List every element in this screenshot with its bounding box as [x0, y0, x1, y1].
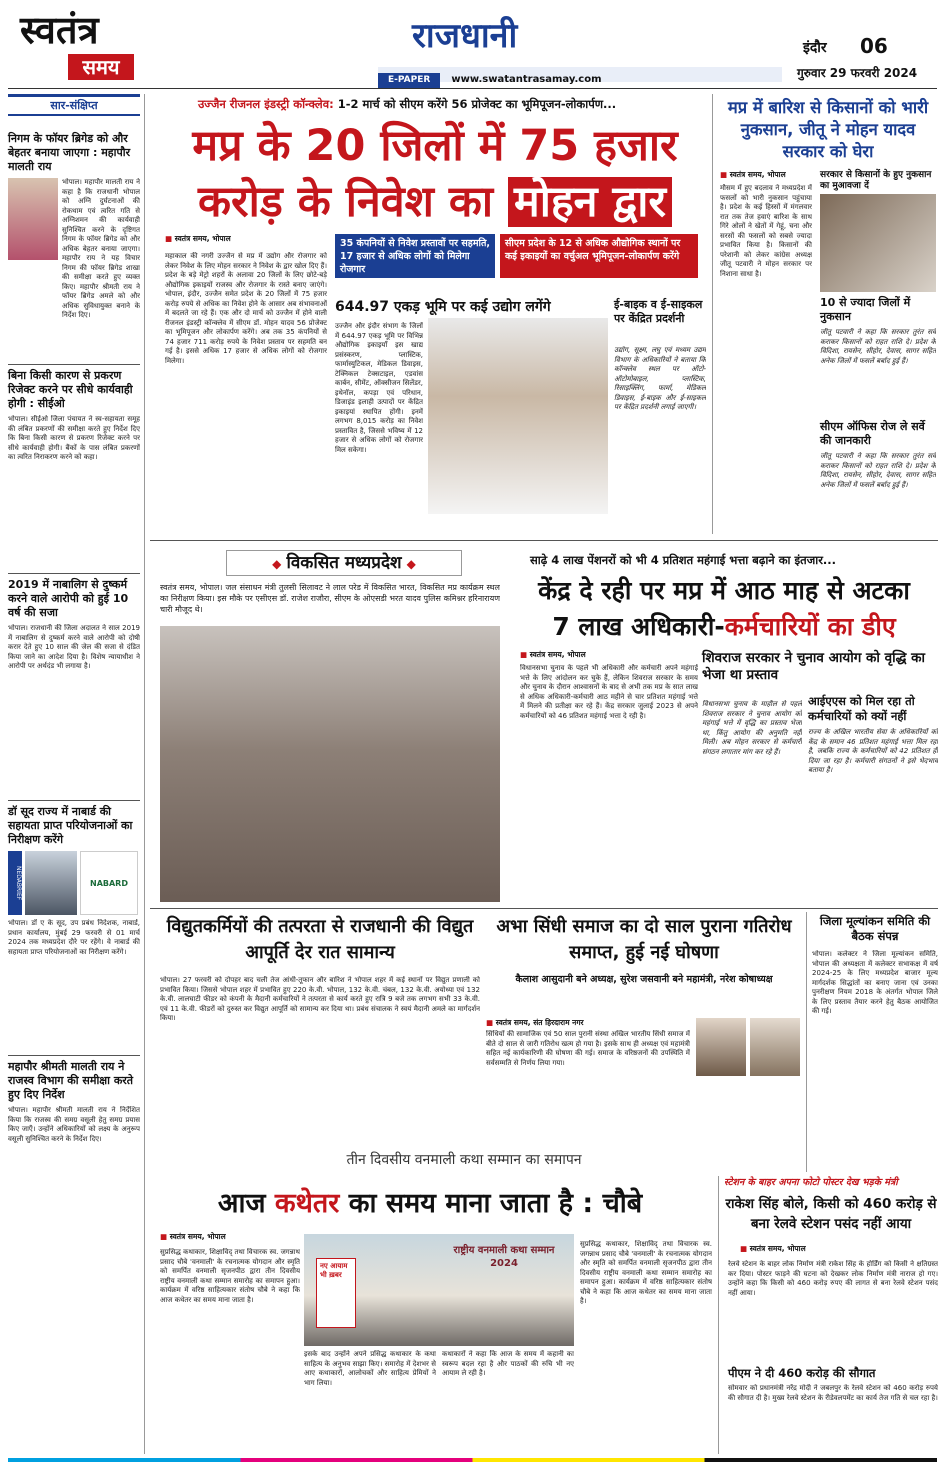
- rain-photo-caption-head: सरकार से किसानों के हुए नुकसान का मुआवजा दें: [820, 170, 932, 191]
- power-body: भोपाल। 27 फरवरी को दोपहर बाद चली तेज आंधी-तूफान और बारिश ने भोपाल शहर में कई स्थानों पर विद्युत प्रणाली को प्रभावित किया। जिससे भोपाल शहर में प्रभावित हुए 220 के.वी. भोपाल, 132 के.वी. चंबल, 132 के.वी. अयोध्या एवं 132 के.वी. लालघाटी फीडर को कंपनी के मैदानी कर्मचारियों ने तत्परता से कार्य करते हुए रात्रि 9 बजे तक लगभग सभी 33 के.वी. एवं 11 के.वी. फीडरों को दुरुस्त कर विद्युत आपूर्ति को सामान्य कर दिया था। प्रबंध संचालक ने स्वयं मैदानी अमले का मार्गदर्शन किया।: [160, 976, 480, 1022]
- sidebar-item1-photo: [8, 178, 58, 260]
- da-body3: राज्य के अखिल भारतीय सेवा के अधिकारियों को केंद्र के समान 46 प्रतिशत महंगाई भत्ता मिल रहा है, जबकि राज्य के कर्मचारियों को 42 प्रतिशत ही दिया जा रहा है। कर्मचारी संगठनों ने इसे भेदभाव बताया है।: [808, 728, 938, 774]
- zila-body: भोपाल। कलेक्टर ने जिला मूल्यांकन समिति, भोपाल की अध्यक्षता में कलेक्टर सभाकक्ष में वर्ष 2024-25 के लिए मध्यप्रदेश बाजार मूल्य मार्गदर्शक सिद्धांतों का बनाए जाना एवं उनका पुनरीक्षण नियम 2018 के अंतर्गत भोपाल जिले के लिए प्रस्ताव तैयार करने हेतु बैठक आयोजित की गई।: [812, 950, 938, 1015]
- vikasit-header-box: ◆ विकसित मध्यप्रदेश ◆: [226, 550, 462, 576]
- rail-body2: सोमवार को प्रधानमंत्री नरेंद्र मोदी ने जबलपुर के रेलवे स्टेशन को 460 करोड़ रुपये की सौगात दी है। मुख्य रेलवे स्टेशन के रीडेवलपमेंट का कार्य तेज गति से चल रहा है।: [728, 1384, 938, 1402]
- sindhi-byline-text: स्वतंत्र समय, संत हिरदाराम नगर: [495, 1018, 584, 1027]
- rail-subhead: पीएम ने दी 460 करोड़ की सौगात: [728, 1366, 876, 1380]
- zila-divider: [806, 912, 807, 1172]
- sindhi-byline: ■ स्वतंत्र समय, संत हिरदाराम नगर: [486, 1018, 584, 1027]
- website-link[interactable]: www.swatantrasamay.com: [451, 74, 602, 85]
- lead-kicker-red: उज्जैन रीजनल इंडस्ट्री कॉन्क्लेव:: [198, 97, 334, 111]
- sindhi-body: सिंधियों की सामाजिक एवं 50 साल पुरानी संस्था अखिल भारतीय सिंधी समाज में बीते दो साल से जारी गतिरोध खत्म हो गया है। इसके साथ ही अध्यक्ष एवं महामंत्री सहित नई कार्यकारिणी की घोषणा की गई। समाज के वरिष्ठजनों की उपस्थिति में सर्वसम्मति से निर्णय लिया गया।: [486, 1030, 690, 1067]
- lead-headline-line1: मप्र के 20 जिलों में 75 हजार: [192, 121, 678, 171]
- sidebar-item3-title: 2019 में नाबालिग से दुष्कर्म करने वाले आरोपी को हुई 10 वर्ष की सजा: [8, 573, 140, 620]
- rain-subhead2: सीएम ऑफिस रोज ले सर्वे की जानकारी: [820, 420, 925, 447]
- epaper-bar: [378, 67, 782, 85]
- da-headline-line1: केंद्र दे रही पर मप्र में आठ माह से अटका: [538, 576, 910, 605]
- sidebar-item2-body: भोपाल। सीईओ जिला पंचायत ने स्व-सहायता समूह की लंबित प्रकरणों की समीक्षा करते हुए निर्देश दिए कि बिना किसी कारण से प्रकरण रिजेक्ट करने पर सीधे कार्यवाही होगी। बैंकों के पास लंबित प्रकरणों का त्वरित निराकरण करने को कहा।: [8, 415, 140, 461]
- rain-byline-text: स्वतंत्र समय, भोपाल: [729, 170, 786, 179]
- logo-bottom: समय: [68, 54, 134, 80]
- rail-kicker: स्टेशन के बाहर अपना फोटो पोस्टर देख भड़के मंत्री: [724, 1177, 898, 1188]
- page-number: 06: [860, 34, 888, 58]
- rail-byline: ■ स्वतंत्र समय, भोपाल: [740, 1244, 806, 1253]
- lead-headline-line2: [165, 174, 705, 230]
- lead-box2: सीएम प्रदेश के 12 से अधिक औद्योगिक स्थानों पर कई इकाइयों का वर्चुअल भूमिपूजन-लोकार्पण करेंगे: [500, 234, 698, 278]
- katha-byline-text: स्वतंत्र समय, भोपाल: [169, 1232, 226, 1241]
- da-kicker: साढ़े 4 लाख पेंशनरों को भी 4 प्रतिशत महंगाई भत्ता बढ़ाने का इंतजार...: [530, 553, 837, 567]
- sindhi-photo2: [750, 1018, 800, 1076]
- lead-headline-line2a: करोड़ के निवेश का: [198, 177, 494, 227]
- katha-kicker: तीन दिवसीय वनमाली कथा सम्मान का समापन: [346, 1152, 582, 1168]
- sidebar-header: सार-संक्षिप्त: [8, 94, 140, 116]
- da-byline: ■ स्वतंत्र समय, भोपाल: [520, 650, 586, 659]
- sindhi-subhead: कैलाश आसुदानी बने अध्यक्ष, सुरेश जसवानी बने महामंत्री, नरेश कोषाध्यक्ष: [515, 974, 773, 985]
- masthead: [0, 0, 945, 88]
- da-byline-text: स्वतंत्र समय, भोपाल: [529, 650, 586, 659]
- sidebar-item4-body: भोपाल। डॉ ए के सूद, उप प्रबंध निदेशक, नाबार्ड, प्रधान कार्यालय, मुंबई 29 फरवरी से 01 मार्च 2024 तक मध्यप्रदेश दौरे पर रहेंगे। वे नाबार्ड की सहायता प्राप्त परियोजनाओं का निरीक्षण करेंगे।: [8, 919, 140, 956]
- katha-headline: [160, 1184, 700, 1224]
- katha-byline: ■ स्वतंत्र समय, भोपाल: [160, 1232, 226, 1241]
- section-title: राजधानी: [412, 16, 518, 56]
- vikasit-header: विकसित मध्यप्रदेश: [286, 553, 402, 573]
- sidebar-item3-body: भोपाल। राजधानी की जिला अदालत ने साल 2019 में नाबालिग से दुष्कर्म करने वाले आरोपी को दोषी करार देते हुए 10 साल की जेल की सजा से दंडित किया जाने का आदेश दिया है। विशेष न्यायाधीश ने आरोपी पर अर्थदंड भी लगाया है।: [8, 624, 140, 670]
- logo-top: स्वतंत्र: [20, 8, 99, 52]
- lead-side-head: ई-बाइक व ई-साइकल पर केंद्रित प्रदर्शनी: [614, 298, 703, 325]
- katha-standee: नए आयाम भी ख़बर: [316, 1258, 356, 1328]
- da-headline-line2b: कर्मचारियों का डीए: [724, 612, 896, 641]
- sidebar-item5-body: भोपाल। महापौर श्रीमती मालती राय ने निर्देशित किया कि राजस्व की समग्र वसूली हेतु समग्र प्रयास किए जाएँ। उन्होंने अधिकारियों को लक्ष्य के अनुरूप वसूली सुनिश्चित करने के निर्देश दिए।: [8, 1106, 140, 1143]
- lead-byline: ■ स्वतंत्र समय, भोपाल: [165, 234, 231, 243]
- lead-byline-text: स्वतंत्र समय, भोपाल: [174, 234, 231, 243]
- katha-body: सुप्रसिद्ध कथाकार, शिक्षाविद् तथा विचारक स्व. जगन्नाथ प्रसाद चौबे 'वनमाली' के रचनात्मक योगदान और स्मृति को समर्पित वनमाली सृजनपीठ द्वारा तीन दिवसीय राष्ट्रीय वनमाली कथा सम्मान समारोह का समापन हुआ। कार्यक्रम में वरिष्ठ साहित्यकार संतोष चौबे ने कहा कि आज कथेतर का समय माना जाता है।: [160, 1248, 300, 1304]
- rain-photo-jitu: [820, 194, 936, 292]
- da-sub1: शिवराज सरकार ने चुनाव आयोग को वृद्धि का भेजा था प्रस्ताव: [702, 650, 925, 683]
- lead-body-col1: महाकाल की नगरी उज्जैन से मप्र में उद्योग और रोजगार को लेकर निवेश के लिए मोहन सरकार ने निवेश के द्वार खोल दिए हैं। प्रदेश के बड़े मेट्रो शहरों के अलावा 20 जिलों के लिए छोटे-बड़े औद्योगिक इकाइयों राजस्व और रोजगार के रास्ते बनाए जाएंगे। भोपाल, इंदौर, उज्जैन समेत प्रदेश के 20 जिलों में 75 हजार करोड़ रुपये से अधिक का निवेश होने के आसार अब संभावनाओं में बदलते जा रहे हैं। एक और दो मार्च को उज्जैन में होने वाली रीजनल इंडस्ट्री कॉन्क्लेव में सीएम डॉ. मोहन यादव 56 प्रोजेक्ट का भूमिपूजन और लोकार्पण करेंगे। अब तक 35 कंपनियों से 74 हजार 711 करोड़ रुपये के निवेश प्रस्ताव पर सहमति बन गई है। इससे अधिक 17 हजार से अधिक लोगों को रोजगार मिलेगा।: [165, 252, 327, 365]
- sidebar-item1-title: निगम के फॉयर ब्रिगेड को और बेहतर बनाया जाएगा : महापौर मालती राय: [8, 132, 131, 173]
- da-body: विधानसभा चुनाव के पहले भी अधिकारी और कर्मचारी अपने महंगाई भत्ते के लिए आंदोलन कर चुके हैं, लेकिन शिवराज सरकार के समय और चुनाव के दौरान आश्वासनों के बाद से अभी तक मप्र के सात लाख से अधिक अधिकारी-कर्मचारी आठ महीने से चार प्रतिशत महंगाई भत्ते में मिलने की प्रतीक्षा कर रहे हैं। केंद्र सरकार जुलाई 2023 से अपने कर्मचारियों को 46 प्रतिशत महंगाई भत्ता दे रही है।: [520, 664, 698, 720]
- rain-divider: [712, 94, 713, 534]
- city-label: इंदौर: [803, 40, 827, 56]
- katha-photo: [304, 1234, 574, 1346]
- katha-headline-a: आज: [217, 1188, 275, 1219]
- sidebar-item4-photo: [25, 851, 77, 915]
- lead-headline-line2b: मोहन द्वार: [508, 177, 672, 227]
- lead-sub-headline: 644.97 एकड़ भूमि पर कई उद्योग लगेंगे: [335, 299, 551, 315]
- zila-headline: जिला मूल्यांकन समिति की बैठक संपन्न: [819, 914, 931, 943]
- sidebar-item1-body: भोपाल। महापौर मालती राय ने कहा है कि राजधानी भोपाल को अग्नि दुर्घटनाओं की रोकथाम एवं त्वरित गति से अग्निशमन की कार्यवाही सुनिश्चित करने के दृष्टिगत निगम के फॉयर ब्रिगेड को और अधिक बेहतर बनाया जाएगा। महापौर राय ने यह विचार निगम की फॉयर ब्रिगेड शाखा की समीक्षा करते हुए व्यक्त किए। महापौर श्रीमती राय ने फॉयर ब्रिगेड अमले को और अधिक सुविधायुक्त बनाने के निर्देश दिए।: [62, 178, 140, 319]
- rain-byline: ■ स्वतंत्र समय, भोपाल: [720, 170, 786, 179]
- da-body2: विधानसभा चुनाव के माहौल से पहले शिवराज सरकार ने चुनाव आयोग को महंगाई भत्ते में वृद्धि का प्रस्ताव भेजा था, किंतु आयोग की अनुमति नहीं मिली। अब मोहन सरकार से कर्मचारी संगठन लगातार मांग कर रहे हैं।: [702, 700, 802, 756]
- vikasit-photo: [160, 626, 500, 902]
- rain-body2: जीतू पटवारी ने कहा कि सरकार तुरंत सर्वे कराकर किसानों को राहत राशि दे। प्रदेश के विदिशा, रायसेन, सीहोर, देवास, सागर सहित अनेक जिलों में फसलें बर्बाद हुई हैं।: [820, 328, 936, 365]
- sidebar-divider: [144, 94, 145, 1454]
- da-headline-line2a: 7 लाख अधिकारी-: [552, 612, 725, 641]
- rain-body: मौसम में हुए बदलाव ने मध्यप्रदेश में फसलों को भारी नुकसान पहुंचाया है। प्रदेश के कई हिस्सों में मंगलवार रात तक तेज हवाएं बारिश के साथ गिरे ओलों ने खेतों में गेहूं, चना और सरसों की फसलों को सबसे ज्यादा प्रभावित किया है। किसानों की परेशानी को लेकर कांग्रेस अध्यक्ष जीतू पटवारी ने मोहन सरकार पर निशाना साधा है।: [720, 184, 812, 278]
- footer-color-bar: [8, 1458, 937, 1462]
- nabard-badge: NABARD: [90, 878, 128, 888]
- sidebar-item5-title: महापौर श्रीमती मालती राय ने राजस्व विभाग की समीक्षा करते हुए दिए निर्देश: [8, 1055, 140, 1102]
- sidebar-item2-title: बिना किसी कारण से प्रकरण रिजेक्ट करने पर सीधे कार्यवाही होगी : सीईओ: [8, 364, 140, 411]
- lead-side-body: उद्योग, सूक्ष्म, लघु एवं मध्यम उद्यम विभाग के अधिकारियों ने बताया कि कॉन्क्लेव स्थल पर ऑटो-ऑटोमोबाइल, प्लास्टिक, रिसाइक्लिंग, फार्मा, मेडिकल डिवाइस, ई-बाइक और ई-साइकल पर केंद्रित प्रदर्शनी लगाई जाएगी।: [614, 346, 706, 411]
- da-sub2: आईएएस को मिल रहा तो कर्मचारियों को क्यों नहीं: [808, 694, 915, 723]
- katha-headline-c: का समय माना जाता है : चौबे: [339, 1188, 643, 1219]
- katha-body2: इसके बाद उन्होंने अपने प्रसिद्ध कथाकार के कथा साहित्य के अनुभव साझा किए। समारोह में देशभर से आए कथाकारों, आलोचकों और साहित्य प्रेमियों ने भाग लिया।: [304, 1350, 436, 1387]
- katha-body3: कथाकारों ने कहा कि आज के समय में कहानी का स्वरूप बदल रहा है और पाठकों की रुचि भी नए आयाम ले रही है।: [442, 1350, 574, 1377]
- lead-kicker-rest: 1-2 मार्च को सीएम करेंगे 56 प्रोजेक्ट का भूमिपूजन-लोकार्पण...: [337, 97, 617, 111]
- masthead-rule: [8, 88, 937, 89]
- lead-photo-cm: [428, 318, 608, 514]
- lead-bottom-rule: [150, 540, 938, 541]
- date-label: गुरुवार 29 फरवरी 2024: [797, 66, 918, 80]
- lead-kicker: [198, 97, 718, 112]
- rail-body: रेलवे स्टेशन के बाहर लोक निर्माण मंत्री राकेश सिंह के होर्डिंग को किसी ने क्षतिग्रस्त कर दिया। पोस्टर फाड़ने की घटना को देखकर लोक निर्माण मंत्री नाराज हो गए। उन्होंने कहा कि किसी को 460 करोड़ रुपए की लागत से बना रेलवे स्टेशन पसंद नहीं आया।: [728, 1260, 938, 1297]
- katha-body4: सुप्रसिद्ध कथाकार, शिक्षाविद् तथा विचारक स्व. जगन्नाथ प्रसाद चौबे 'वनमाली' के रचनात्मक योगदान और स्मृति को समर्पित वनमाली सृजनपीठ द्वारा तीन दिवसीय राष्ट्रीय वनमाली कथा सम्मान समारोह का समापन हुआ। कार्यक्रम में वरिष्ठ साहित्यकार संतोष चौबे ने कहा कि आज कथेतर का समय माना जाता है।: [580, 1240, 712, 1305]
- rail-divider: [718, 1176, 719, 1454]
- epaper-label: E-PAPER: [378, 73, 440, 88]
- sindhi-photo1: [696, 1018, 746, 1076]
- rain-subhead1: 10 से ज्यादा जिलों में नुकसान: [820, 296, 911, 323]
- sidebar-side-label: NEDABRIEF: [8, 851, 22, 915]
- sidebar: [8, 94, 140, 1454]
- mid-rule: [150, 908, 938, 909]
- sindhi-headline: अभा सिंधी समाज का दो साल पुराना गतिरोध समाप्त, हुई नई घोषणा: [496, 916, 792, 963]
- rail-byline-text: स्वतंत्र समय, भोपाल: [749, 1244, 806, 1253]
- katha-banner: राष्ट्रीय वनमाली कथा सम्मान 2024: [453, 1245, 555, 1269]
- sidebar-item4-title: डॉ सूद राज्य में नाबार्ड की सहायता प्राप्त परियोजनाओं का निरीक्षण करेंगे: [8, 800, 140, 847]
- lead-body-col2: उज्जैन और इंदौर संभाग के जिलों में 644.97 एकड़ भूमि पर विभिन्न औद्योगिक इकाइयाँ इस खाद्य प्रसंस्करण, प्लास्टिक, फार्मास्युटिकल, मेडिकल डिवाइस, टेक्निकल टेक्सटाइल, एडवांस कार्बन, सीमेंट, ऑक्सीजन सिलेंडर, इथेनॉल, कपड़ा एवं परिधान, डिजाइंड इलाही उत्पादों पर केंद्रित इकाइयां स्थापित होंगी। इनमें लगभग 8,015 करोड़ का निवेश प्रस्तावित है, जिससे भविष्य में 12 हजार से अधिक लोगों को रोजगार मिल सकेगा।: [335, 322, 423, 454]
- da-headline-line2: [510, 610, 938, 644]
- katha-headline-b: कथेतर: [274, 1188, 340, 1219]
- rain-headline: मप्र में बारिश से किसानों को भारी नुकसान, जीतू ने मोहन यादव सरकार को घेरा: [727, 98, 929, 161]
- rain-body3: जीतू पटवारी ने कहा कि सरकार तुरंत सर्वे कराकर किसानों को राहत राशि दे। प्रदेश के विदिशा, रायसेन, सीहोर, देवास, सागर सहित अनेक जिलों में फसलें बर्बाद हुई हैं।: [820, 452, 936, 489]
- nabard-logo: [80, 851, 138, 915]
- power-headline: विद्युतकर्मियों की तत्परता से राजधानी की विद्युत आपूर्ति देर रात सामान्य: [166, 916, 474, 963]
- rail-headline: राकेश सिंह बोले, किसी को 460 करोड़ से बना रेलवे स्टेशन पसंद नहीं आया: [725, 1196, 937, 1232]
- lead-box1: 35 कंपनियों से निवेश प्रस्तावों पर सहमति, 17 हजार से अधिक लोगों को मिलेगा रोजगार: [335, 234, 495, 278]
- vikasit-body: स्वतंत्र समय, भोपाल। जल संसाधन मंत्री तुलसी सिलावट ने लाल परेड में विकसित भारत, विकसित मप्र कार्यक्रम स्थल का निरीक्षण किया। इस मौके पर एसीएस डॉ. राजेश राजौरा, सीएम के ओएसडी भरत यादव पुलिस कमिश्नर हरिनारायण चारी मौजूद थे।: [160, 583, 500, 614]
